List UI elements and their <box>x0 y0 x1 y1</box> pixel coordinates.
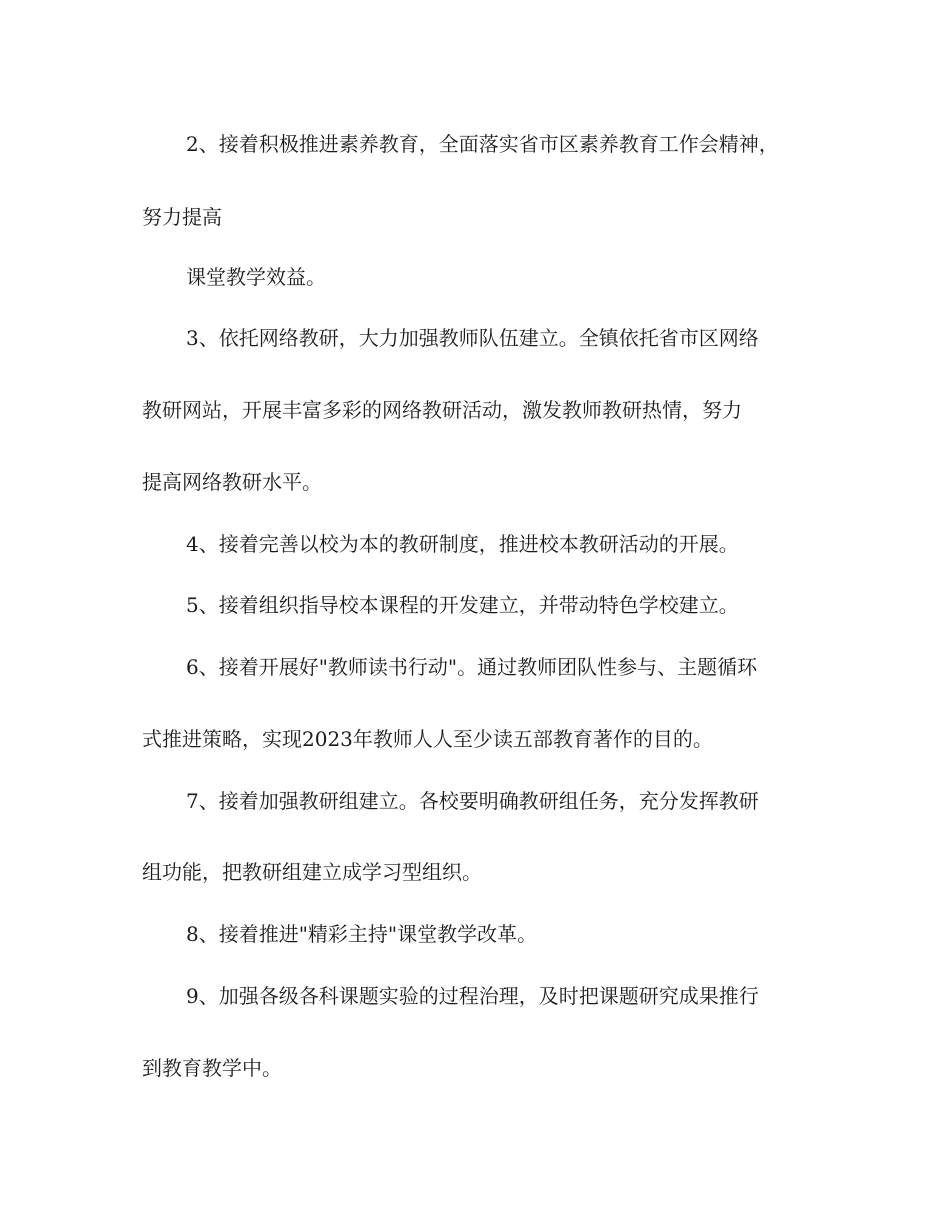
paragraph-3-line-1: 3、依托网络教研，大力加强教师队伍建立。全镇依托省市区网络 <box>186 326 759 350</box>
paragraph-9-line-1: 9、加强各级各科课题实验的过程治理，及时把课题研究成果推行 <box>186 984 759 1008</box>
paragraph-6-line-1: 6、接着开展好"教师读书行动"。通过教师团队性参与、主题循环 <box>186 655 758 679</box>
paragraph-5: 5、接着组织指导校本课程的开发建立，并带动特色学校建立。 <box>186 593 739 617</box>
paragraph-6-line-2: 式推进策略，实现2023年教师人人至少读五部教育著作的目的。 <box>142 727 713 751</box>
paragraph-2-line-3: 课堂教学效益。 <box>186 265 326 289</box>
paragraph-4: 4、接着完善以校为本的教研制度，推进校本教研活动的开展。 <box>186 532 739 556</box>
paragraph-8: 8、接着推进"精彩主持"课堂教学改革。 <box>186 922 538 946</box>
paragraph-3-line-2: 教研网站，开展丰富多彩的网络教研活动，激发教师教研热情，努力 <box>142 398 742 422</box>
paragraph-7-line-1: 7、接着加强教研组建立。各校要明确教研组任务，充分发挥教研 <box>186 789 759 813</box>
paragraph-3-line-3: 提高网络教研水平。 <box>142 470 322 494</box>
paragraph-2-line-2: 努力提高 <box>142 205 222 229</box>
paragraph-2-line-1: 2、接着积极推进素养教育，全面落实省市区素养教育工作会精神， <box>186 132 779 156</box>
paragraph-9-line-2: 到教育教学中。 <box>142 1056 282 1080</box>
paragraph-7-line-2: 组功能，把教研组建立成学习型组织。 <box>142 860 482 884</box>
